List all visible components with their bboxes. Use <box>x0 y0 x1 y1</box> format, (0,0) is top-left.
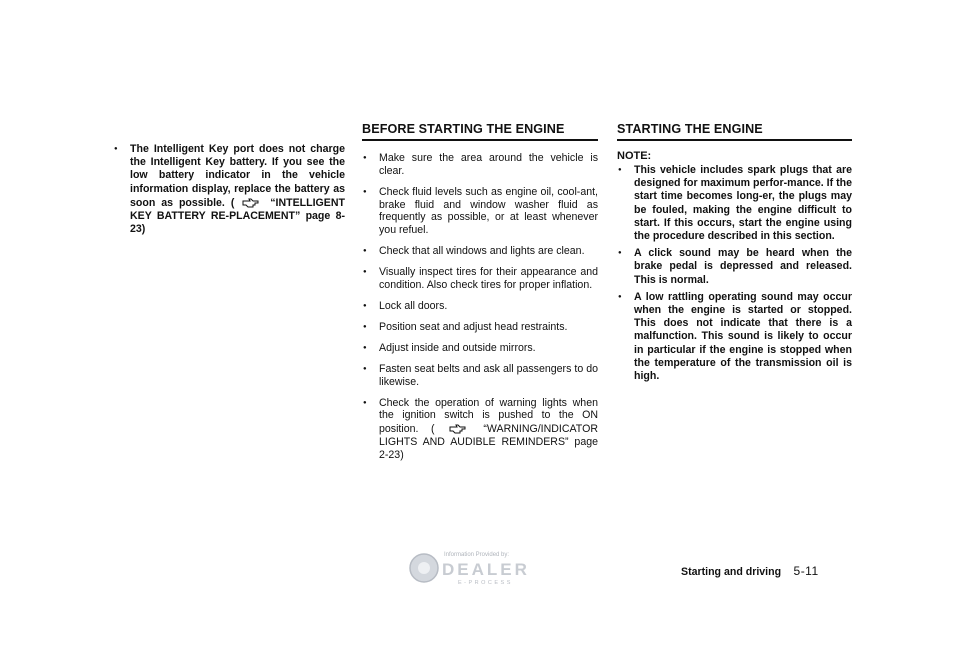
page-footer <box>681 562 819 580</box>
list-item: ● Fasten seat belts and ask all passengers to do likewise. <box>362 363 598 389</box>
pointing-hand-icon <box>449 422 467 434</box>
left-column <box>113 143 345 236</box>
before-starting-list <box>362 152 598 462</box>
list-item <box>362 397 598 462</box>
before-starting-section <box>362 122 598 470</box>
list-item: ● Lock all doors. <box>362 300 598 313</box>
ref-open: ( <box>230 196 235 209</box>
watermark-logo-center <box>418 562 430 574</box>
dealer-eprocess-watermark <box>408 547 543 587</box>
list-item: ● Check fluid levels such as engine oil, cool-ant, brake fluid and window washer fluid as frequently as possible, or at least whenever you refuel. <box>362 186 598 237</box>
list-item: ● Visually inspect tires for their appearance and condition. Also check tires for proper inflation. <box>362 266 598 292</box>
section-title-before-starting: BEFORE STARTING THE ENGINE <box>362 122 598 141</box>
starting-section <box>617 122 852 387</box>
page-number: 5-11 <box>793 564 819 578</box>
warning-lights-check-text: Check the operation of warning lights when the ignition switch is pushed to the ON position. <box>379 396 598 436</box>
section-title-starting: STARTING THE ENGINE <box>617 122 852 141</box>
watermark-brand: DEALER <box>442 560 530 579</box>
list-item <box>113 143 345 236</box>
left-bullet-list <box>113 143 345 236</box>
list-item: ● Make sure the area around the vehicle is clear. <box>362 152 598 178</box>
list-item: ● Adjust inside and outside mirrors. <box>362 342 598 355</box>
starting-note-list <box>617 164 852 383</box>
watermark-caption: Information Provided by: <box>444 552 510 558</box>
pointing-hand-icon <box>242 196 260 208</box>
key-battery-note: The Intelligent Key port does not charge the Intelligent Key battery. If you see the low battery indicator in the vehicle information display, replace the battery as soon as possible. <box>130 143 345 209</box>
note-label: NOTE: <box>617 150 652 162</box>
watermark-sub: E-PROCESS <box>458 580 513 586</box>
ref-open: ( <box>430 423 435 436</box>
list-item: ● Check that all windows and lights are clean. <box>362 245 598 258</box>
warning-lights-ref-link[interactable]: “WARNING/INDICATOR LIGHTS AND AUDIBLE REMINDERS” page 2-23) <box>379 423 598 461</box>
key-battery-ref-link[interactable]: “INTELLIGENT KEY BATTERY RE-PLACEMENT” page 8-23) <box>130 196 345 236</box>
list-item: ● A low rattling operating sound may occur when the engine is started or stopped. This does not indicate that there is a malfunction. This sound is likely to occur in particular if the engine is stopped when the temperature of the transmission oil is high. <box>617 291 852 383</box>
list-item: ● A click sound may be heard when the brake pedal is depressed and released. This is normal. <box>617 247 852 287</box>
list-item: ● This vehicle includes spark plugs that are designed for maximum perfor-mance. If the start time becomes long-er, the plugs may be fouled, making the engine difficult to start. If this occurs, start the engine using the procedure described in this section. <box>617 164 852 243</box>
list-item: ● Position seat and adjust head restraints. <box>362 321 598 334</box>
footer-section-name: Starting and driving <box>681 566 782 578</box>
